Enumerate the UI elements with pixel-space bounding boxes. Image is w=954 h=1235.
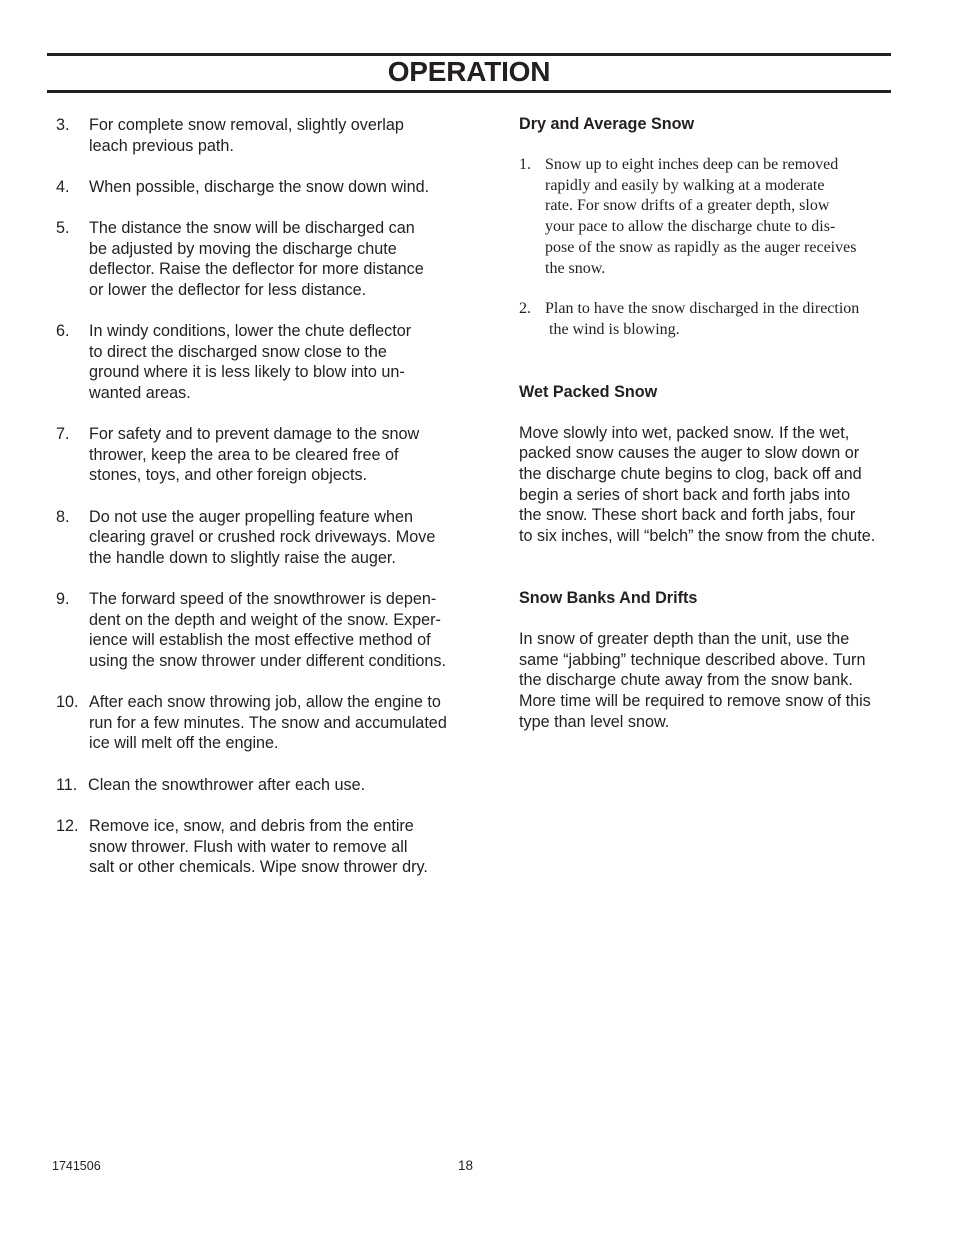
list-item-text: Snow up to eight inches deep can be removed rapidly and easily by walking at a moderate rate. For snow drifts of a greater depth, slow your pace to allow the discharge chute to dis- pose of the snow as rapidly as the auger receives the snow. <box>545 156 857 277</box>
document-number: 1741506 <box>52 1159 101 1173</box>
list-item-text: Clean the snowthrower after each use. <box>88 775 366 794</box>
list-item <box>56 589 476 671</box>
left-column <box>56 115 476 899</box>
list-item-number: 4. <box>56 177 70 196</box>
list-item-text: Do not use the auger propelling feature when clearing gravel or crushed rock driveways. Move the handle down to slightly raise the auger. <box>89 507 436 567</box>
list-item <box>56 507 476 569</box>
list-item-text: For complete snow removal, slightly overlap leach previous path. <box>89 116 404 155</box>
list-item-number: 10. <box>56 693 79 712</box>
section-heading-wet-snow: Wet Packed Snow <box>519 382 658 401</box>
list-item-text: Remove ice, snow, and debris from the entire snow thrower. Flush with water to remove all salt or other chemicals. Wipe snow thrower dry. <box>89 817 428 877</box>
page-title: OPERATION <box>387 56 551 87</box>
list-item <box>56 775 476 796</box>
header-rule-bottom <box>47 90 891 93</box>
list-item <box>56 321 476 403</box>
list-item-number: 6. <box>56 322 70 341</box>
list-item-number: 9. <box>56 590 70 609</box>
wet-snow-paragraph: Move slowly into wet, packed snow. If the wet, packed snow causes the auger to slow down or the discharge chute begins to clog, back off and begin a series of short back and forth jabs into the snow. These short back and forth jabs, four to six inches, will “belch” the snow from the chute. <box>519 423 876 546</box>
list-item-text: Plan to have the snow discharged in the direction the wind is blowing. <box>545 300 860 338</box>
list-item-text: For safety and to prevent damage to the snow thrower, keep the area to be cleared free of stones, toys, and other foreign objects. <box>89 425 420 485</box>
list-item <box>56 115 476 156</box>
list-item-text: The forward speed of the snowthrower is depen- dent on the depth and weight of the snow. Exper- ience will establish the most effective method of using the snow thrower under different conditions. <box>89 590 446 670</box>
list-item-number: 7. <box>56 425 70 444</box>
list-item-number: 5. <box>56 219 70 238</box>
section-heading-snow-banks: Snow Banks And Drifts <box>519 588 698 607</box>
list-item-number: 2. <box>519 300 531 318</box>
list-item <box>519 299 904 340</box>
right-column <box>519 114 904 732</box>
page-number: 18 <box>458 1158 474 1173</box>
section-heading-dry-snow: Dry and Average Snow <box>519 115 695 133</box>
list-item-number: 12. <box>56 817 79 836</box>
list-item-number: 8. <box>56 507 70 526</box>
list-item <box>56 424 476 486</box>
list-item-number: 3. <box>56 116 70 134</box>
list-item-text: After each snow throwing job, allow the engine to run for a few minutes. The snow and accumulated ice will melt off the engine. <box>89 693 447 753</box>
list-item-text: When possible, discharge the snow down wind. <box>89 177 430 196</box>
list-item-text: In windy conditions, lower the chute deflector to direct the discharged snow close to the ground where it is less likely to blow into un- wanted areas. <box>89 322 412 402</box>
list-item-number: 1. <box>519 156 531 173</box>
list-item <box>519 155 904 279</box>
snow-banks-paragraph: In snow of greater depth than the unit, use the same “jabbing” technique described above. Turn the discharge chute away from the snow bank. More time will be required to remove snow of this type than level snow. <box>519 629 871 731</box>
list-item-text: The distance the snow will be discharged can be adjusted by moving the discharge chute deflector. Raise the deflector for more distance or lower the deflector for less distance. <box>89 219 424 299</box>
list-item <box>56 218 476 300</box>
list-item <box>56 177 476 198</box>
list-item <box>56 816 476 878</box>
list-item-number: 11. <box>56 775 78 794</box>
list-item <box>56 692 476 754</box>
